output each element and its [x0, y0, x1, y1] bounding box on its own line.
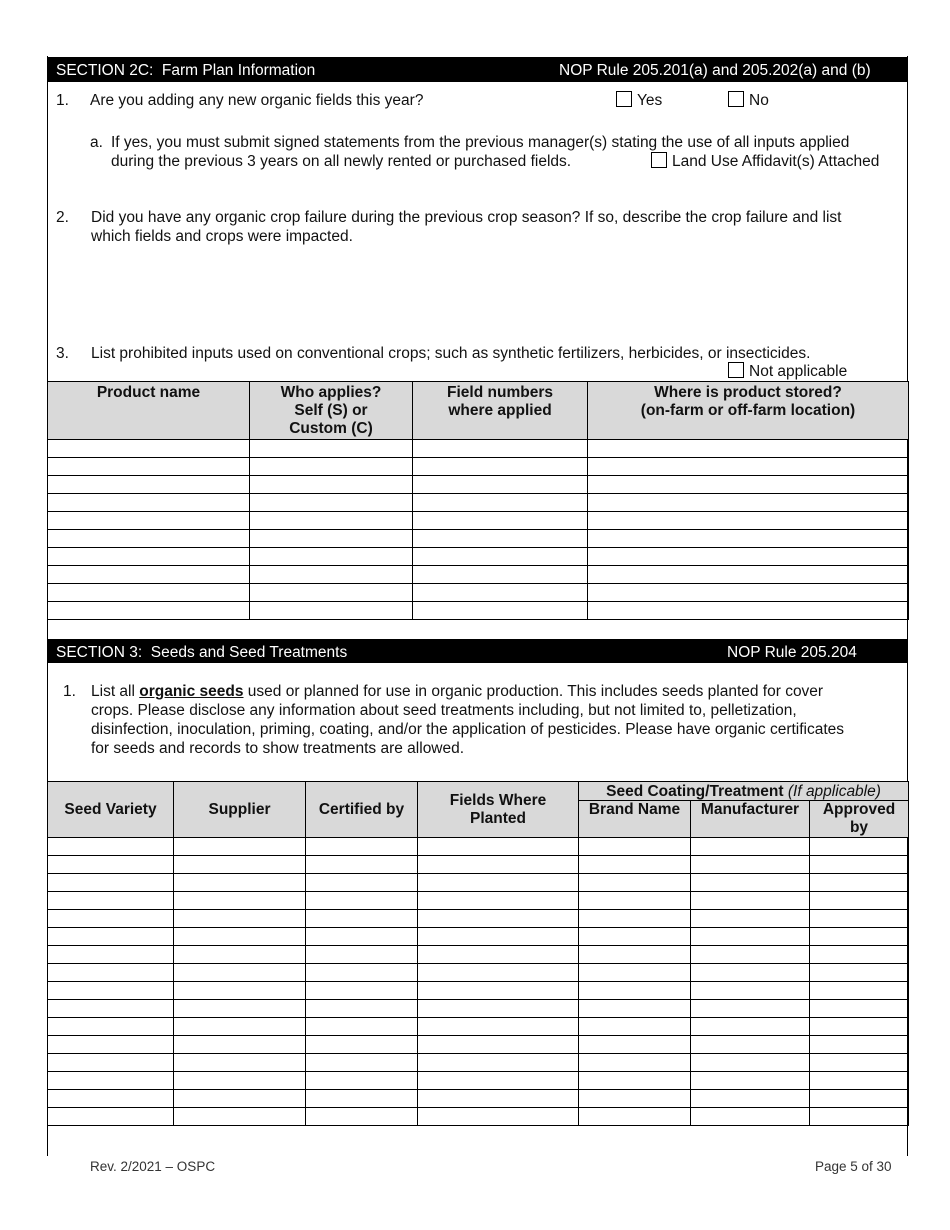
q1-yes-option[interactable]	[616, 91, 662, 110]
header-supplier	[174, 782, 306, 838]
seed-cell[interactable]	[418, 982, 579, 1000]
seed-cell[interactable]	[306, 1108, 418, 1126]
seed-cell[interactable]	[810, 1090, 909, 1108]
seed-cell[interactable]	[579, 1090, 691, 1108]
prohibited-input-cell[interactable]	[588, 530, 909, 548]
seed-cell[interactable]	[418, 892, 579, 910]
seed-cell[interactable]	[174, 1072, 306, 1090]
seed-cell[interactable]	[174, 964, 306, 982]
seed-cell[interactable]	[579, 1054, 691, 1072]
prohibited-input-cell[interactable]	[413, 602, 588, 620]
seeds-table	[47, 781, 909, 1126]
seed-cell[interactable]	[48, 1036, 174, 1054]
seed-row	[48, 1090, 909, 1108]
header-manufacturer	[691, 801, 810, 838]
organic-seeds-emphasis: organic seeds	[139, 683, 244, 700]
seed-cell[interactable]	[418, 1108, 579, 1126]
seed-cell[interactable]	[306, 1000, 418, 1018]
seed-cell[interactable]	[418, 928, 579, 946]
seed-row	[48, 838, 909, 856]
not-applicable-checkbox[interactable]	[728, 362, 744, 378]
land-use-affidavit-option[interactable]	[651, 152, 879, 171]
seed-cell[interactable]	[810, 1054, 909, 1072]
seed-cell[interactable]	[691, 1072, 810, 1090]
q2-line2: which fields and crops were impacted.	[91, 228, 353, 245]
seed-cell[interactable]	[579, 1000, 691, 1018]
seed-cell[interactable]	[691, 1036, 810, 1054]
q1-no-option[interactable]	[728, 91, 769, 110]
seed-row	[48, 1108, 909, 1126]
seed-cell[interactable]	[306, 928, 418, 946]
seed-cell[interactable]	[306, 838, 418, 856]
seed-cell[interactable]	[810, 982, 909, 1000]
seed-cell[interactable]	[48, 928, 174, 946]
seed-cell[interactable]	[306, 946, 418, 964]
seed-cell[interactable]	[306, 1036, 418, 1054]
seed-cell[interactable]	[691, 964, 810, 982]
seed-cell[interactable]	[418, 910, 579, 928]
section-3-rule: NOP Rule 205.204	[727, 644, 857, 661]
prohibited-input-cell[interactable]	[250, 494, 413, 512]
prohibited-inputs-table	[47, 381, 909, 620]
header-where-stored-line2: (on-farm or off-farm location)	[640, 402, 856, 419]
seed-row	[48, 1036, 909, 1054]
s3-q1-number: 1.	[63, 683, 76, 700]
prohibited-input-cell[interactable]	[250, 566, 413, 584]
seed-cell[interactable]	[174, 874, 306, 892]
prohibited-input-cell[interactable]	[588, 584, 909, 602]
seed-cell[interactable]	[691, 856, 810, 874]
seed-cell[interactable]	[579, 1072, 691, 1090]
seed-cell[interactable]	[579, 1108, 691, 1126]
seed-cell[interactable]	[306, 964, 418, 982]
prohibited-input-cell[interactable]	[250, 530, 413, 548]
seed-cell[interactable]	[174, 1000, 306, 1018]
seed-cell[interactable]	[48, 892, 174, 910]
prohibited-input-cell[interactable]	[588, 602, 909, 620]
s3-q1-post: used or planned for use in organic production. This includes seeds planted for cover	[243, 683, 824, 700]
prohibited-input-cell[interactable]	[250, 476, 413, 494]
seed-cell[interactable]	[306, 892, 418, 910]
seed-cell[interactable]	[418, 1018, 579, 1036]
seed-cell[interactable]	[174, 1108, 306, 1126]
prohibited-input-cell[interactable]	[250, 602, 413, 620]
header-who-applies-line2: Self (S) or	[294, 402, 368, 419]
seed-cell[interactable]	[48, 1054, 174, 1072]
seed-cell[interactable]	[48, 982, 174, 1000]
seed-cell[interactable]	[691, 1018, 810, 1036]
seed-cell[interactable]	[306, 856, 418, 874]
q1a-prefix: a.	[90, 134, 103, 151]
seed-row	[48, 910, 909, 928]
no-label: No	[749, 92, 769, 109]
prohibited-input-cell[interactable]	[413, 440, 588, 458]
q2-answer-area[interactable]	[91, 250, 891, 335]
prohibited-input-cell[interactable]	[48, 530, 250, 548]
seed-cell[interactable]	[418, 1090, 579, 1108]
seed-cell[interactable]	[306, 874, 418, 892]
seed-cell[interactable]	[306, 982, 418, 1000]
seed-cell[interactable]	[174, 892, 306, 910]
section-3-title: SECTION 3: Seeds and Seed Treatments	[56, 644, 348, 661]
seed-row	[48, 1000, 909, 1018]
seed-cell[interactable]	[579, 838, 691, 856]
seed-cell[interactable]	[810, 856, 909, 874]
seed-cell[interactable]	[48, 910, 174, 928]
q3-number: 3.	[56, 345, 69, 362]
seed-cell[interactable]	[418, 1036, 579, 1054]
prohibited-input-cell[interactable]	[48, 584, 250, 602]
prohibited-input-cell[interactable]	[48, 512, 250, 530]
section-2c-header	[47, 57, 908, 82]
prohibited-input-cell[interactable]	[413, 584, 588, 602]
prohibited-input-row	[48, 494, 909, 512]
prohibited-input-cell[interactable]	[413, 512, 588, 530]
seed-cell[interactable]	[810, 964, 909, 982]
s3-q1-line3: disinfection, inoculation, priming, coating, and/or the application of pesticides. Please have organic certificates	[91, 721, 845, 738]
prohibited-input-cell[interactable]	[48, 458, 250, 476]
header-brand-name-text: Brand Name	[588, 801, 681, 818]
seed-cell[interactable]	[691, 910, 810, 928]
seed-row	[48, 1018, 909, 1036]
seed-cell[interactable]	[691, 1108, 810, 1126]
seed-cell[interactable]	[579, 1036, 691, 1054]
seed-cell[interactable]	[418, 838, 579, 856]
seed-row	[48, 874, 909, 892]
not-applicable-label: Not applicable	[749, 363, 848, 380]
seed-cell[interactable]	[418, 1000, 579, 1018]
seed-cell[interactable]	[174, 946, 306, 964]
prohibited-input-row	[48, 440, 909, 458]
seed-cell[interactable]	[810, 946, 909, 964]
seed-cell[interactable]	[810, 838, 909, 856]
seed-cell[interactable]	[691, 838, 810, 856]
prohibited-input-cell[interactable]	[588, 566, 909, 584]
seed-cell[interactable]	[579, 928, 691, 946]
q1-text: Are you adding any new organic fields this year?	[90, 92, 424, 109]
prohibited-input-cell[interactable]	[588, 512, 909, 530]
seed-row	[48, 964, 909, 982]
seed-cell[interactable]	[579, 910, 691, 928]
section-2c-rule: NOP Rule 205.201(a) and 205.202(a) and (b)	[559, 62, 871, 79]
footer-revision: Rev. 2/2021 – OSPC	[90, 1159, 216, 1174]
seed-cell[interactable]	[579, 964, 691, 982]
seed-cell[interactable]	[48, 838, 174, 856]
prohibited-input-cell[interactable]	[250, 458, 413, 476]
prohibited-input-cell[interactable]	[588, 458, 909, 476]
prohibited-input-row	[48, 476, 909, 494]
seed-cell[interactable]	[306, 1072, 418, 1090]
s3-q1-line1	[91, 682, 823, 701]
prohibited-input-cell[interactable]	[48, 494, 250, 512]
seed-cell[interactable]	[418, 1054, 579, 1072]
seed-cell[interactable]	[418, 1072, 579, 1090]
q1-number: 1.	[56, 92, 69, 109]
prohibited-input-row	[48, 530, 909, 548]
header-seed-coating-bold: Seed Coating/Treatment	[606, 782, 784, 800]
land-use-affidavit-label: Land Use Affidavit(s) Attached	[672, 153, 880, 170]
header-product-name	[48, 382, 250, 440]
seed-cell[interactable]	[48, 1072, 174, 1090]
header-who-applies-line1: Who applies?	[280, 384, 382, 401]
header-manufacturer-text: Manufacturer	[700, 801, 800, 818]
land-use-affidavit-checkbox[interactable]	[651, 152, 667, 168]
header-certified-by	[306, 782, 418, 838]
seed-row	[48, 946, 909, 964]
header-seed-coating-group	[579, 782, 909, 801]
seed-row	[48, 1072, 909, 1090]
q3-text: List prohibited inputs used on conventional crops; such as synthetic fertilizers, herbicides, or insecticides.	[91, 345, 811, 362]
section-2c-title: SECTION 2C: Farm Plan Information	[56, 62, 316, 79]
seed-cell[interactable]	[48, 1000, 174, 1018]
s3-q1-line2: crops. Please disclose any information about seed treatments including, but not limited to, pelletization,	[91, 702, 797, 719]
seed-cell[interactable]	[174, 1054, 306, 1072]
seed-cell[interactable]	[691, 1090, 810, 1108]
seed-cell[interactable]	[174, 1090, 306, 1108]
seed-cell[interactable]	[691, 1000, 810, 1018]
prohibited-input-cell[interactable]	[48, 548, 250, 566]
not-applicable-option[interactable]	[728, 362, 847, 381]
header-field-numbers-line2: where applied	[448, 402, 552, 419]
header-who-applies	[250, 382, 413, 440]
seed-cell[interactable]	[306, 1054, 418, 1072]
prohibited-input-cell[interactable]	[250, 512, 413, 530]
seed-cell[interactable]	[418, 964, 579, 982]
seed-cell[interactable]	[306, 910, 418, 928]
prohibited-input-cell[interactable]	[250, 548, 413, 566]
prohibited-input-cell[interactable]	[588, 548, 909, 566]
prohibited-input-cell[interactable]	[588, 476, 909, 494]
prohibited-input-row	[48, 458, 909, 476]
footer-page-number: Page 5 of 30	[815, 1159, 892, 1174]
seed-cell[interactable]	[174, 928, 306, 946]
seed-cell[interactable]	[48, 1108, 174, 1126]
seed-cell[interactable]	[48, 946, 174, 964]
header-approved-by	[810, 801, 909, 838]
prohibited-input-cell[interactable]	[588, 494, 909, 512]
seed-cell[interactable]	[691, 874, 810, 892]
seed-cell[interactable]	[691, 928, 810, 946]
seed-cell[interactable]	[810, 1072, 909, 1090]
header-fields-where-planted	[418, 782, 579, 838]
header-supplier-text: Supplier	[208, 800, 271, 818]
seed-cell[interactable]	[174, 1018, 306, 1036]
seed-cell[interactable]	[48, 964, 174, 982]
prohibited-input-cell[interactable]	[588, 440, 909, 458]
seed-cell[interactable]	[579, 874, 691, 892]
header-approved-by-text: Approved by	[822, 801, 896, 836]
seed-cell[interactable]	[48, 874, 174, 892]
seed-cell[interactable]	[691, 892, 810, 910]
seed-cell[interactable]	[579, 982, 691, 1000]
section-3-header	[47, 639, 908, 663]
header-who-applies-line3: Custom (C)	[289, 420, 373, 437]
prohibited-input-cell[interactable]	[413, 530, 588, 548]
seed-cell[interactable]	[579, 946, 691, 964]
header-where-stored	[588, 382, 909, 440]
seed-cell[interactable]	[48, 856, 174, 874]
prohibited-input-cell[interactable]	[48, 440, 250, 458]
prohibited-input-cell[interactable]	[413, 458, 588, 476]
seed-cell[interactable]	[174, 838, 306, 856]
q2-number: 2.	[56, 209, 69, 226]
seed-cell[interactable]	[418, 946, 579, 964]
seed-row	[48, 1054, 909, 1072]
seed-cell[interactable]	[579, 856, 691, 874]
seed-cell[interactable]	[174, 856, 306, 874]
seed-cell[interactable]	[810, 910, 909, 928]
prohibited-input-row	[48, 566, 909, 584]
prohibited-input-cell[interactable]	[413, 548, 588, 566]
seed-cell[interactable]	[579, 1018, 691, 1036]
seed-cell[interactable]	[810, 1000, 909, 1018]
header-brand-name	[579, 801, 691, 838]
header-seed-variety	[48, 782, 174, 838]
prohibited-input-row	[48, 548, 909, 566]
seed-cell[interactable]	[48, 1018, 174, 1036]
prohibited-input-cell[interactable]	[413, 476, 588, 494]
seed-row	[48, 856, 909, 874]
seed-cell[interactable]	[810, 1018, 909, 1036]
seed-cell[interactable]	[691, 1054, 810, 1072]
header-seed-variety-text: Seed Variety	[64, 800, 157, 818]
seed-cell[interactable]	[174, 982, 306, 1000]
prohibited-input-cell[interactable]	[413, 566, 588, 584]
header-field-numbers-line1: Field numbers	[447, 384, 553, 401]
seed-cell[interactable]	[579, 892, 691, 910]
seed-cell[interactable]	[306, 1018, 418, 1036]
q1a-line2: during the previous 3 years on all newly rented or purchased fields.	[111, 153, 572, 170]
seed-cell[interactable]	[418, 874, 579, 892]
seed-cell[interactable]	[810, 874, 909, 892]
seed-row	[48, 982, 909, 1000]
header-certified-by-text: Certified by	[318, 800, 405, 818]
seed-cell[interactable]	[418, 856, 579, 874]
prohibited-input-row	[48, 512, 909, 530]
prohibited-input-cell[interactable]	[48, 602, 250, 620]
seed-cell[interactable]	[691, 946, 810, 964]
header-where-stored-line1: Where is product stored?	[654, 384, 842, 401]
q2-line1: Did you have any organic crop failure during the previous crop season? If so, describe the crop failure and list	[91, 209, 842, 226]
no-checkbox[interactable]	[728, 91, 744, 107]
seed-cell[interactable]	[48, 1090, 174, 1108]
seed-row	[48, 928, 909, 946]
seed-cell[interactable]	[810, 928, 909, 946]
seed-cell[interactable]	[810, 892, 909, 910]
prohibited-input-row	[48, 602, 909, 620]
prohibited-input-cell[interactable]	[413, 494, 588, 512]
header-fields-where-planted-text: Fields Where Planted	[449, 791, 547, 827]
prohibited-input-cell[interactable]	[48, 476, 250, 494]
seed-cell[interactable]	[691, 982, 810, 1000]
seed-cell[interactable]	[174, 910, 306, 928]
seed-cell[interactable]	[174, 1036, 306, 1054]
yes-label: Yes	[637, 92, 663, 109]
seed-cell[interactable]	[810, 1108, 909, 1126]
prohibited-input-cell[interactable]	[250, 440, 413, 458]
q1a-line1: If yes, you must submit signed statements from the previous manager(s) stating the use of all inputs applied	[111, 134, 850, 151]
header-field-numbers	[413, 382, 588, 440]
yes-checkbox[interactable]	[616, 91, 632, 107]
seed-row	[48, 892, 909, 910]
prohibited-input-cell[interactable]	[250, 584, 413, 602]
prohibited-input-cell[interactable]	[48, 566, 250, 584]
header-product-name-text: Product name	[96, 384, 201, 401]
prohibited-input-row	[48, 584, 909, 602]
header-seed-coating-italic: (If applicable)	[787, 782, 881, 800]
seed-cell[interactable]	[306, 1090, 418, 1108]
s3-q1-line4: for seeds and records to show treatments are allowed.	[91, 740, 465, 757]
s3-q1-pre: List all	[91, 683, 140, 700]
seed-cell[interactable]	[810, 1036, 909, 1054]
